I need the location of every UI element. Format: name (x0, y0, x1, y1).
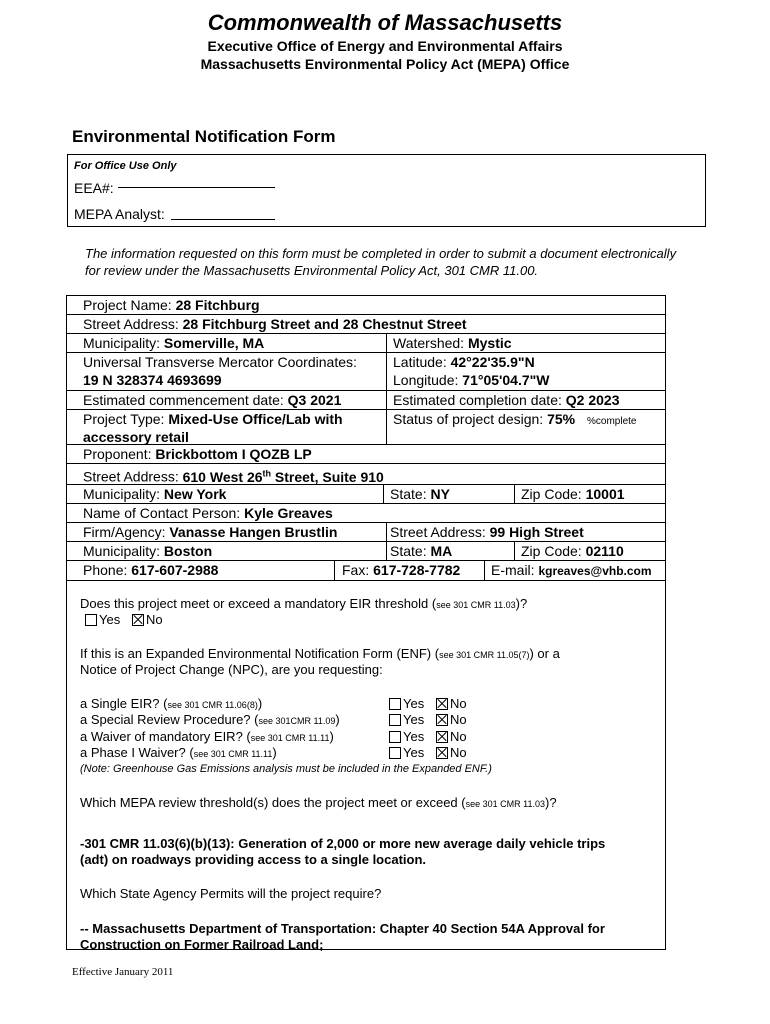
permits-answer[interactable]: -- Massachusetts Department of Transportation: Chapter 40 Section 54A Approval for (80, 921, 605, 936)
proponent-zip-value[interactable]: 10001 (585, 486, 625, 502)
header-office: Massachusetts Environmental Policy Act (MEPA) Office (200, 56, 570, 72)
special-review-question: a Special Review Procedure? (see 301CMR 11.09) (80, 712, 340, 727)
col-divider (514, 541, 515, 560)
project-municipality-row: Municipality: Somerville, MA (83, 335, 265, 351)
page-title: Commonwealth of Massachusetts (207, 10, 563, 35)
special-review-no-checkbox[interactable] (436, 714, 448, 726)
rule (66, 560, 666, 561)
rule (66, 352, 666, 353)
threshold-answer-cont[interactable]: (adt) on roadways providing access to a single location. (80, 852, 427, 867)
office-use-heading: For Office Use Only (74, 160, 177, 172)
firm-municipality-value[interactable]: Boston (163, 543, 213, 559)
utm-label: Universal Transverse Mercator Coordinates: (83, 354, 357, 370)
permits-question: Which State Agency Permits will the project require? (80, 886, 382, 901)
eea-label: EEA#: (74, 180, 114, 196)
waiver-question: a Waiver of mandatory EIR? (see 301 CMR 11.11) (80, 729, 334, 744)
col-divider (386, 522, 387, 560)
longitude-row: Longitude: 71°05'04.7"W (393, 372, 550, 388)
project-street-row: Street Address: 28 Fitchburg Street and 28 Chestnut Street (83, 316, 467, 332)
eir-no-label: No (146, 612, 163, 627)
firm-row: Firm/Agency: Vanasse Hangen Brustlin (83, 524, 338, 540)
rule (66, 463, 666, 464)
project-type-value-cont[interactable]: accessory retail (83, 429, 189, 445)
completion-value[interactable]: Q2 2023 (565, 392, 620, 408)
threshold-question: Which MEPA review threshold(s) does the project meet or exceed (see 301 CMR 11.03)? (80, 795, 557, 810)
firm-value[interactable]: Vanasse Hangen Brustlin (169, 524, 338, 540)
enf-question-cont: Notice of Project Change (NPC), are you requesting: (80, 662, 383, 677)
latitude-row: Latitude: 42°22'35.9"N (393, 354, 535, 370)
proponent-municipality-value[interactable]: New York (163, 486, 227, 502)
phase1-waiver-question: a Phase I Waiver? (see 301 CMR 11.11) (80, 745, 277, 760)
firm-state-value[interactable]: MA (430, 543, 453, 559)
ghg-note: (Note: Greenhouse Gas Emissions analysis must be included in the Expanded ENF.) (80, 763, 492, 775)
eir-yes-label: Yes (99, 612, 121, 627)
phase1-waiver-no-checkbox[interactable] (436, 747, 448, 759)
single-eir-question: a Single EIR? (see 301 CMR 11.06(8)) (80, 696, 263, 711)
footer-effective-date: Effective January 2011 (72, 966, 174, 978)
rule (66, 390, 666, 391)
mepa-analyst-field[interactable] (171, 219, 275, 220)
project-street-value[interactable]: 28 Fitchburg Street and 28 Chestnut Street (182, 316, 467, 332)
phase1-waiver-yes-checkbox[interactable] (389, 747, 401, 759)
col-divider (484, 560, 485, 580)
firm-municipality-row: Municipality: Boston (83, 543, 213, 559)
rule (66, 503, 666, 504)
rule (66, 333, 666, 334)
rule (66, 314, 666, 315)
contact-name-row: Name of Contact Person: Kyle Greaves (83, 505, 333, 521)
header-agency: Executive Office of Energy and Environmental Affairs (207, 38, 563, 54)
special-review-no-label: No (450, 712, 467, 727)
commencement-value[interactable]: Q3 2021 (287, 392, 342, 408)
firm-zip-value[interactable]: 02110 (585, 543, 624, 559)
single-eir-yes-label: Yes (403, 696, 425, 711)
proponent-street-value[interactable]: 610 West 26th Street, Suite 910 (182, 468, 384, 485)
single-eir-yes-checkbox[interactable] (389, 698, 401, 710)
rule (66, 541, 666, 542)
rule (66, 522, 666, 523)
commencement-row: Estimated commencement date: Q3 2021 (83, 392, 342, 408)
mepa-analyst-label: MEPA Analyst: (74, 206, 165, 222)
threshold-answer[interactable]: -301 CMR 11.03(6)(b)(13): Generation of 2,000 or more new average daily vehicle trips (80, 836, 606, 851)
rule (66, 409, 666, 410)
watershed-value[interactable]: Mystic (467, 335, 512, 351)
email-value[interactable]: kgreaves@vhb.com (538, 564, 652, 578)
proponent-zip-row: Zip Code: 10001 (521, 486, 625, 502)
enf-question: If this is an Expanded Environmental Notification Form (ENF) (see 301 CMR 11.05(7)) or a (80, 646, 560, 661)
project-type-row: Project Type: Mixed-Use Office/Lab with (83, 411, 343, 427)
proponent-state-row: State: NY (390, 486, 450, 502)
status-row: Status of project design: 75% %complete (393, 411, 637, 427)
project-municipality-value[interactable]: Somerville, MA (163, 335, 265, 351)
proponent-state-value[interactable]: NY (430, 486, 450, 502)
single-eir-no-label: No (450, 696, 467, 711)
firm-street-row: Street Address: 99 High Street (390, 524, 584, 540)
rule (66, 580, 666, 581)
status-unit: %complete (587, 416, 637, 427)
completion-row: Estimated completion date: Q2 2023 (393, 392, 620, 408)
eir-yes-checkbox[interactable] (85, 614, 97, 626)
project-name-row: Project Name: 28 Fitchburg (83, 297, 260, 313)
project-type-value[interactable]: Mixed-Use Office/Lab with (168, 411, 343, 427)
firm-zip-row: Zip Code: 02110 (521, 543, 624, 559)
proponent-value[interactable]: Brickbottom I QOZB LP (155, 446, 312, 462)
proponent-row: Proponent: Brickbottom I QOZB LP (83, 446, 312, 462)
col-divider (383, 484, 384, 503)
phase1-waiver-yes-label: Yes (403, 745, 425, 760)
special-review-yes-checkbox[interactable] (389, 714, 401, 726)
single-eir-no-checkbox[interactable] (436, 698, 448, 710)
intro-text: The information requested on this form must be completed in order to submit a document electronically for review under the Massachusetts Environmental Policy Act, 301 CMR 11.00. (85, 246, 677, 278)
waiver-no-label: No (450, 729, 467, 744)
proponent-municipality-row: Municipality: New York (83, 486, 227, 502)
waiver-yes-label: Yes (403, 729, 425, 744)
longitude-value[interactable]: 71°05'04.7"W (462, 372, 550, 388)
permits-answer-cont[interactable]: Construction on Former Railroad Land; (80, 937, 324, 952)
waiver-yes-checkbox[interactable] (389, 731, 401, 743)
contact-name-value[interactable]: Kyle Greaves (244, 505, 333, 521)
fax-row: Fax: 617-728-7782 (342, 562, 461, 578)
phase1-waiver-no-label: No (450, 745, 467, 760)
phone-row: Phone: 617-607-2988 (83, 562, 219, 578)
firm-state-row: State: MA (390, 543, 453, 559)
eea-number-field[interactable] (118, 187, 275, 188)
special-review-yes-label: Yes (403, 712, 425, 727)
col-divider (386, 333, 387, 444)
firm-street-value[interactable]: 99 High Street (489, 524, 584, 540)
project-name-value[interactable]: 28 Fitchburg (175, 297, 260, 313)
eir-no-checkbox[interactable] (132, 614, 144, 626)
form-title: Environmental Notification Form (72, 127, 336, 146)
col-divider (514, 484, 515, 503)
proponent-street-row: Street Address: 610 West 26th Street, Suite 910 (83, 468, 384, 485)
waiver-no-checkbox[interactable] (436, 731, 448, 743)
utm-value[interactable]: 19 N 328374 4693699 (83, 372, 222, 388)
eir-question: Does this project meet or exceed a mandatory EIR threshold (see 301 CMR 11.03)? (80, 596, 528, 611)
col-divider (334, 560, 335, 580)
status-value[interactable]: 75% (547, 411, 576, 427)
fax-value[interactable]: 617-728-7782 (373, 562, 461, 578)
watershed-row: Watershed: Mystic (393, 335, 512, 351)
phone-value[interactable]: 617-607-2988 (131, 562, 219, 578)
email-row: E-mail: kgreaves@vhb.com (491, 562, 652, 578)
latitude-value[interactable]: 42°22'35.9"N (450, 354, 535, 370)
